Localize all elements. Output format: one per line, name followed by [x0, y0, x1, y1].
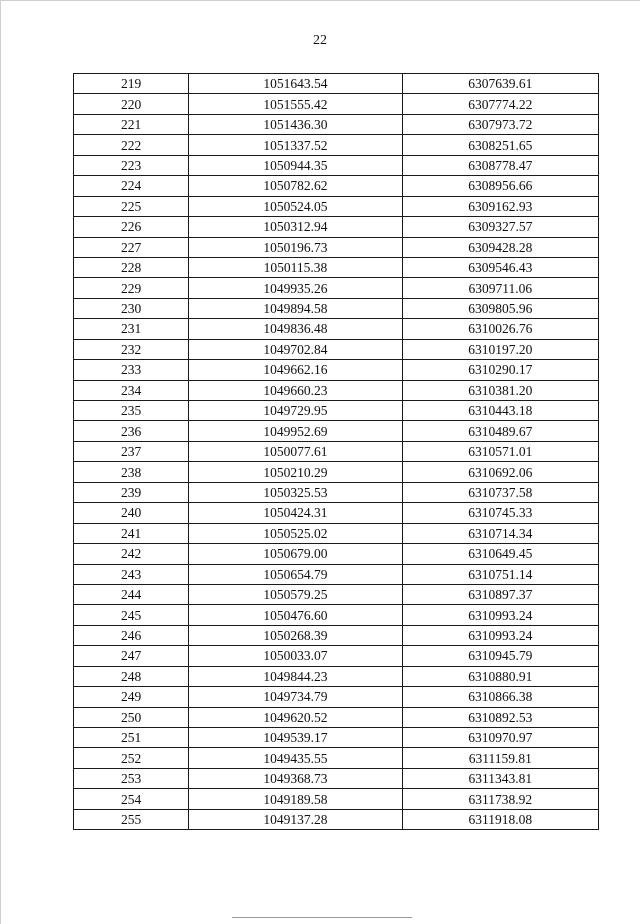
y-coordinate-cell: 6308251.65: [402, 135, 598, 155]
point-number-cell: 232: [74, 339, 189, 359]
table-row: [74, 809, 599, 829]
x-coordinate-cell: 1050679.00: [189, 544, 402, 564]
x-coordinate-cell: 1050525.02: [189, 523, 402, 543]
point-number-cell: 248: [74, 666, 189, 686]
x-coordinate-cell: 1049935.26: [189, 278, 402, 298]
point-number-cell: 246: [74, 625, 189, 645]
point-number-cell: 237: [74, 441, 189, 461]
point-number-cell: 243: [74, 564, 189, 584]
point-number-cell: 236: [74, 421, 189, 441]
table-row: [74, 544, 599, 564]
point-number-cell: 245: [74, 605, 189, 625]
table-row: [74, 135, 599, 155]
table-row: [74, 217, 599, 237]
y-coordinate-cell: 6310381.20: [402, 380, 598, 400]
point-number-cell: 221: [74, 114, 189, 134]
table-row: [74, 482, 599, 502]
coordinates-table: [73, 73, 599, 830]
y-coordinate-cell: 6309428.28: [402, 237, 598, 257]
point-number-cell: 224: [74, 176, 189, 196]
x-coordinate-cell: 1050424.31: [189, 503, 402, 523]
x-coordinate-cell: 1050196.73: [189, 237, 402, 257]
table-row: [74, 421, 599, 441]
y-coordinate-cell: 6310692.06: [402, 462, 598, 482]
x-coordinate-cell: 1049894.58: [189, 298, 402, 318]
x-coordinate-cell: 1051436.30: [189, 114, 402, 134]
y-coordinate-cell: 6310197.20: [402, 339, 598, 359]
y-coordinate-cell: 6308956.66: [402, 176, 598, 196]
x-coordinate-cell: 1051337.52: [189, 135, 402, 155]
y-coordinate-cell: 6311343.81: [402, 768, 598, 788]
page-number: 22: [313, 33, 327, 48]
y-coordinate-cell: 6310866.38: [402, 687, 598, 707]
point-number-cell: 240: [74, 503, 189, 523]
table-row: [74, 237, 599, 257]
table-row: [74, 666, 599, 686]
point-number-cell: 228: [74, 257, 189, 277]
y-coordinate-cell: 6309711.06: [402, 278, 598, 298]
x-coordinate-cell: 1049435.55: [189, 748, 402, 768]
y-coordinate-cell: 6310489.67: [402, 421, 598, 441]
point-number-cell: 255: [74, 809, 189, 829]
point-number-cell: 249: [74, 687, 189, 707]
x-coordinate-cell: 1049620.52: [189, 707, 402, 727]
x-coordinate-cell: 1049844.23: [189, 666, 402, 686]
point-number-cell: 225: [74, 196, 189, 216]
point-number-cell: 253: [74, 768, 189, 788]
table-row: [74, 257, 599, 277]
point-number-cell: 251: [74, 728, 189, 748]
x-coordinate-cell: 1049189.58: [189, 789, 402, 809]
table-row: [74, 728, 599, 748]
x-coordinate-cell: 1049137.28: [189, 809, 402, 829]
table-row: [74, 278, 599, 298]
point-number-cell: 226: [74, 217, 189, 237]
point-number-cell: 231: [74, 319, 189, 339]
table-row: [74, 360, 599, 380]
point-number-cell: 235: [74, 401, 189, 421]
x-coordinate-cell: 1050077.61: [189, 441, 402, 461]
point-number-cell: 227: [74, 237, 189, 257]
y-coordinate-cell: 6310443.18: [402, 401, 598, 421]
table-row: [74, 625, 599, 645]
x-coordinate-cell: 1050325.53: [189, 482, 402, 502]
x-coordinate-cell: 1049729.95: [189, 401, 402, 421]
y-coordinate-cell: 6310945.79: [402, 646, 598, 666]
x-coordinate-cell: 1051555.42: [189, 94, 402, 114]
x-coordinate-cell: 1050782.62: [189, 176, 402, 196]
y-coordinate-cell: 6310745.33: [402, 503, 598, 523]
table-row: [74, 74, 599, 94]
y-coordinate-cell: 6310714.34: [402, 523, 598, 543]
table-row: [74, 114, 599, 134]
y-coordinate-cell: 6310737.58: [402, 482, 598, 502]
point-number-cell: 252: [74, 748, 189, 768]
point-number-cell: 223: [74, 155, 189, 175]
point-number-cell: 244: [74, 584, 189, 604]
table-row: [74, 789, 599, 809]
table-row: [74, 298, 599, 318]
y-coordinate-cell: 6310892.53: [402, 707, 598, 727]
y-coordinate-cell: 6307973.72: [402, 114, 598, 134]
x-coordinate-cell: 1049662.16: [189, 360, 402, 380]
y-coordinate-cell: 6311918.08: [402, 809, 598, 829]
y-coordinate-cell: 6309162.93: [402, 196, 598, 216]
table-row: [74, 176, 599, 196]
point-number-cell: 254: [74, 789, 189, 809]
x-coordinate-cell: 1049660.23: [189, 380, 402, 400]
point-number-cell: 234: [74, 380, 189, 400]
table-row: [74, 646, 599, 666]
y-coordinate-cell: 6310290.17: [402, 360, 598, 380]
y-coordinate-cell: 6310897.37: [402, 584, 598, 604]
y-coordinate-cell: 6310751.14: [402, 564, 598, 584]
point-number-cell: 220: [74, 94, 189, 114]
table-row: [74, 768, 599, 788]
y-coordinate-cell: 6307774.22: [402, 94, 598, 114]
x-coordinate-cell: 1050210.29: [189, 462, 402, 482]
y-coordinate-cell: 6308778.47: [402, 155, 598, 175]
x-coordinate-cell: 1049836.48: [189, 319, 402, 339]
y-coordinate-cell: 6310993.24: [402, 605, 598, 625]
y-coordinate-cell: 6310649.45: [402, 544, 598, 564]
x-coordinate-cell: 1050033.07: [189, 646, 402, 666]
scan-artifact-line: [232, 917, 412, 918]
x-coordinate-cell: 1049368.73: [189, 768, 402, 788]
x-coordinate-cell: 1050476.60: [189, 605, 402, 625]
x-coordinate-cell: 1049734.79: [189, 687, 402, 707]
point-number-cell: 219: [74, 74, 189, 94]
point-number-cell: 229: [74, 278, 189, 298]
table-row: [74, 523, 599, 543]
table-row: [74, 94, 599, 114]
scan-edge-top: [0, 0, 640, 1]
x-coordinate-cell: 1049539.17: [189, 728, 402, 748]
x-coordinate-cell: 1050312.94: [189, 217, 402, 237]
x-coordinate-cell: 1049952.69: [189, 421, 402, 441]
y-coordinate-cell: 6310026.76: [402, 319, 598, 339]
y-coordinate-cell: 6310993.24: [402, 625, 598, 645]
x-coordinate-cell: 1051643.54: [189, 74, 402, 94]
table-row: [74, 196, 599, 216]
point-number-cell: 241: [74, 523, 189, 543]
table-row: [74, 380, 599, 400]
x-coordinate-cell: 1050654.79: [189, 564, 402, 584]
table-row: [74, 441, 599, 461]
point-number-cell: 233: [74, 360, 189, 380]
y-coordinate-cell: 6307639.61: [402, 74, 598, 94]
y-coordinate-cell: 6310880.91: [402, 666, 598, 686]
y-coordinate-cell: 6309327.57: [402, 217, 598, 237]
point-number-cell: 239: [74, 482, 189, 502]
coordinates-table-body: [74, 74, 599, 830]
x-coordinate-cell: 1050579.25: [189, 584, 402, 604]
table-row: [74, 155, 599, 175]
y-coordinate-cell: 6310970.97: [402, 728, 598, 748]
y-coordinate-cell: 6309805.96: [402, 298, 598, 318]
y-coordinate-cell: 6309546.43: [402, 257, 598, 277]
table-row: [74, 748, 599, 768]
x-coordinate-cell: 1050524.05: [189, 196, 402, 216]
table-row: [74, 503, 599, 523]
table-row: [74, 401, 599, 421]
point-number-cell: 222: [74, 135, 189, 155]
table-row: [74, 462, 599, 482]
table-row: [74, 605, 599, 625]
table-row: [74, 339, 599, 359]
point-number-cell: 247: [74, 646, 189, 666]
y-coordinate-cell: 6310571.01: [402, 441, 598, 461]
point-number-cell: 230: [74, 298, 189, 318]
y-coordinate-cell: 6311738.92: [402, 789, 598, 809]
table-row: [74, 319, 599, 339]
y-coordinate-cell: 6311159.81: [402, 748, 598, 768]
x-coordinate-cell: 1050268.39: [189, 625, 402, 645]
table-row: [74, 707, 599, 727]
point-number-cell: 250: [74, 707, 189, 727]
table-row: [74, 564, 599, 584]
table-row: [74, 584, 599, 604]
x-coordinate-cell: 1049702.84: [189, 339, 402, 359]
x-coordinate-cell: 1050944.35: [189, 155, 402, 175]
scan-edge-left: [0, 0, 1, 924]
point-number-cell: 238: [74, 462, 189, 482]
x-coordinate-cell: 1050115.38: [189, 257, 402, 277]
point-number-cell: 242: [74, 544, 189, 564]
table-row: [74, 687, 599, 707]
